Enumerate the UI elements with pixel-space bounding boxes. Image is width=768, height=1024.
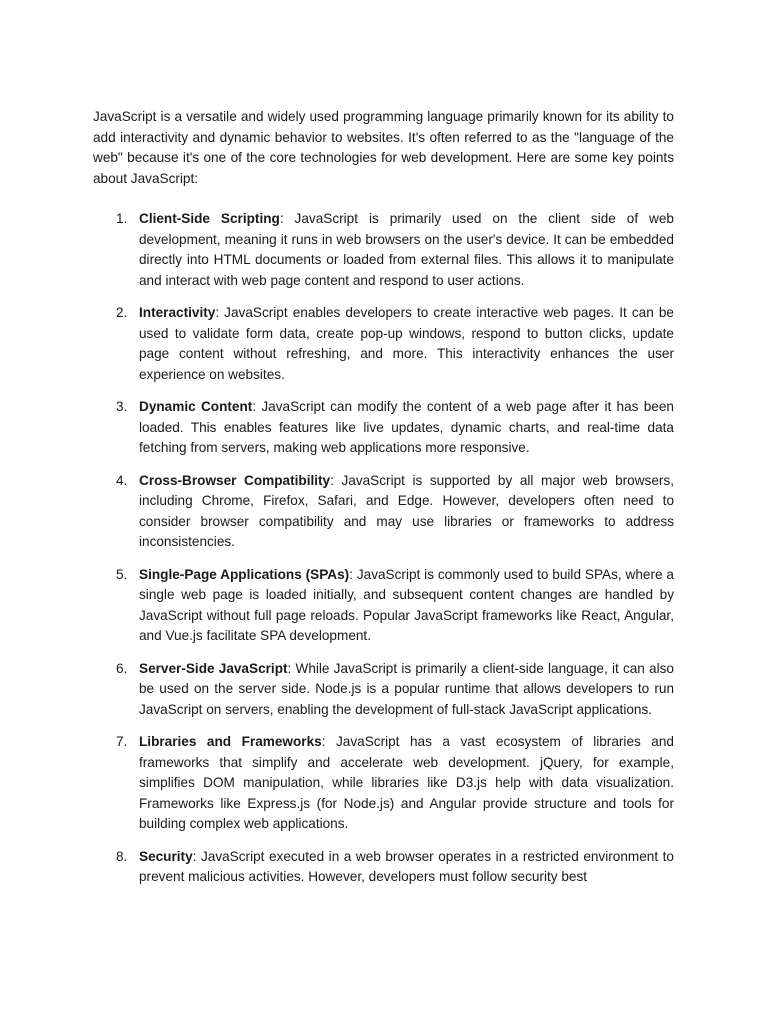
item-term: Server-Side JavaScript (139, 660, 288, 676)
list-item (93, 471, 674, 553)
item-number: 8. (116, 848, 128, 864)
list-item (93, 847, 674, 888)
item-number: 5. (116, 566, 128, 582)
list-item (93, 397, 674, 459)
item-term: Security (139, 848, 193, 864)
item-text: : JavaScript can modify the content of a web page after it has been loaded. This enables features like live updates, dynamic charts, and real-time data fetching from servers, making web applications more responsive. (139, 399, 674, 455)
list-item (93, 209, 674, 291)
item-text: : JavaScript enables developers to create interactive web pages. It can be used to validate form data, create pop-up windows, respond to button clicks, update page content without refreshing, and more. This interactivity enhances the user experience on websites. (139, 305, 674, 382)
list-item (93, 659, 674, 721)
item-text: : While JavaScript is primarily a client-side language, it can also be used on the server side. Node.js is a popular runtime that allows developers to run JavaScript on servers, enabling the development of full-stack JavaScript applications. (139, 660, 674, 717)
item-number: 3. (116, 399, 128, 414)
list-item (93, 565, 674, 647)
item-number: 4. (116, 472, 128, 488)
item-term: Client-Side Scripting (139, 211, 280, 226)
item-text: : JavaScript is primarily used on the client side of web development, meaning it runs in web browsers on the user's device. It can be embedded directly into HTML documents or loaded from external files. This allows it to manipulate and interact with web page content and respond to user actions. (139, 211, 674, 288)
item-number: 7. (116, 734, 128, 749)
item-text: : JavaScript executed in a web browser operates in a restricted environment to prevent malicious activities. However, developers must follow security best (139, 848, 674, 884)
list-item (93, 732, 674, 835)
key-points-list (93, 209, 674, 888)
item-term: Cross-Browser Compatibility (139, 472, 331, 488)
item-term: Single-Page Applications (SPAs) (139, 566, 350, 582)
item-number: 1. (116, 211, 128, 226)
intro-paragraph: JavaScript is a versatile and widely used programming language primarily known for its ability to add interactivity and dynamic behavior to websites. It's often referred to as the "language of the web" because it's one of the core technologies for web development. Here are some key points about JavaScript: (93, 109, 674, 186)
item-text: : JavaScript is supported by all major web browsers, including Chrome, Firefox, Safari, and Edge. However, developers often need to consider browser compatibility and may use libraries or frameworks to address inconsistencies. (139, 472, 674, 549)
item-number: 6. (116, 660, 128, 676)
item-number: 2. (116, 305, 128, 320)
list-item (93, 303, 674, 385)
item-term: Libraries and Frameworks (139, 734, 322, 749)
item-term: Interactivity (139, 305, 216, 320)
item-term: Dynamic Content (139, 399, 253, 414)
item-text: : JavaScript has a vast ecosystem of libraries and frameworks that simplify and accelerate web development. jQuery, for example, simplifies DOM manipulation, while libraries like D3.js help with data visualization. Frameworks like Express.js (for Node.js) and Angular provide structure and tools for building complex web applications. (139, 734, 674, 831)
item-text: : JavaScript is commonly used to build SPAs, where a single web page is loaded initially, and subsequent content changes are handled by JavaScript without full page reloads. Popular JavaScript frameworks like React, Angular, and Vue.js facilitate SPA development. (139, 566, 674, 643)
